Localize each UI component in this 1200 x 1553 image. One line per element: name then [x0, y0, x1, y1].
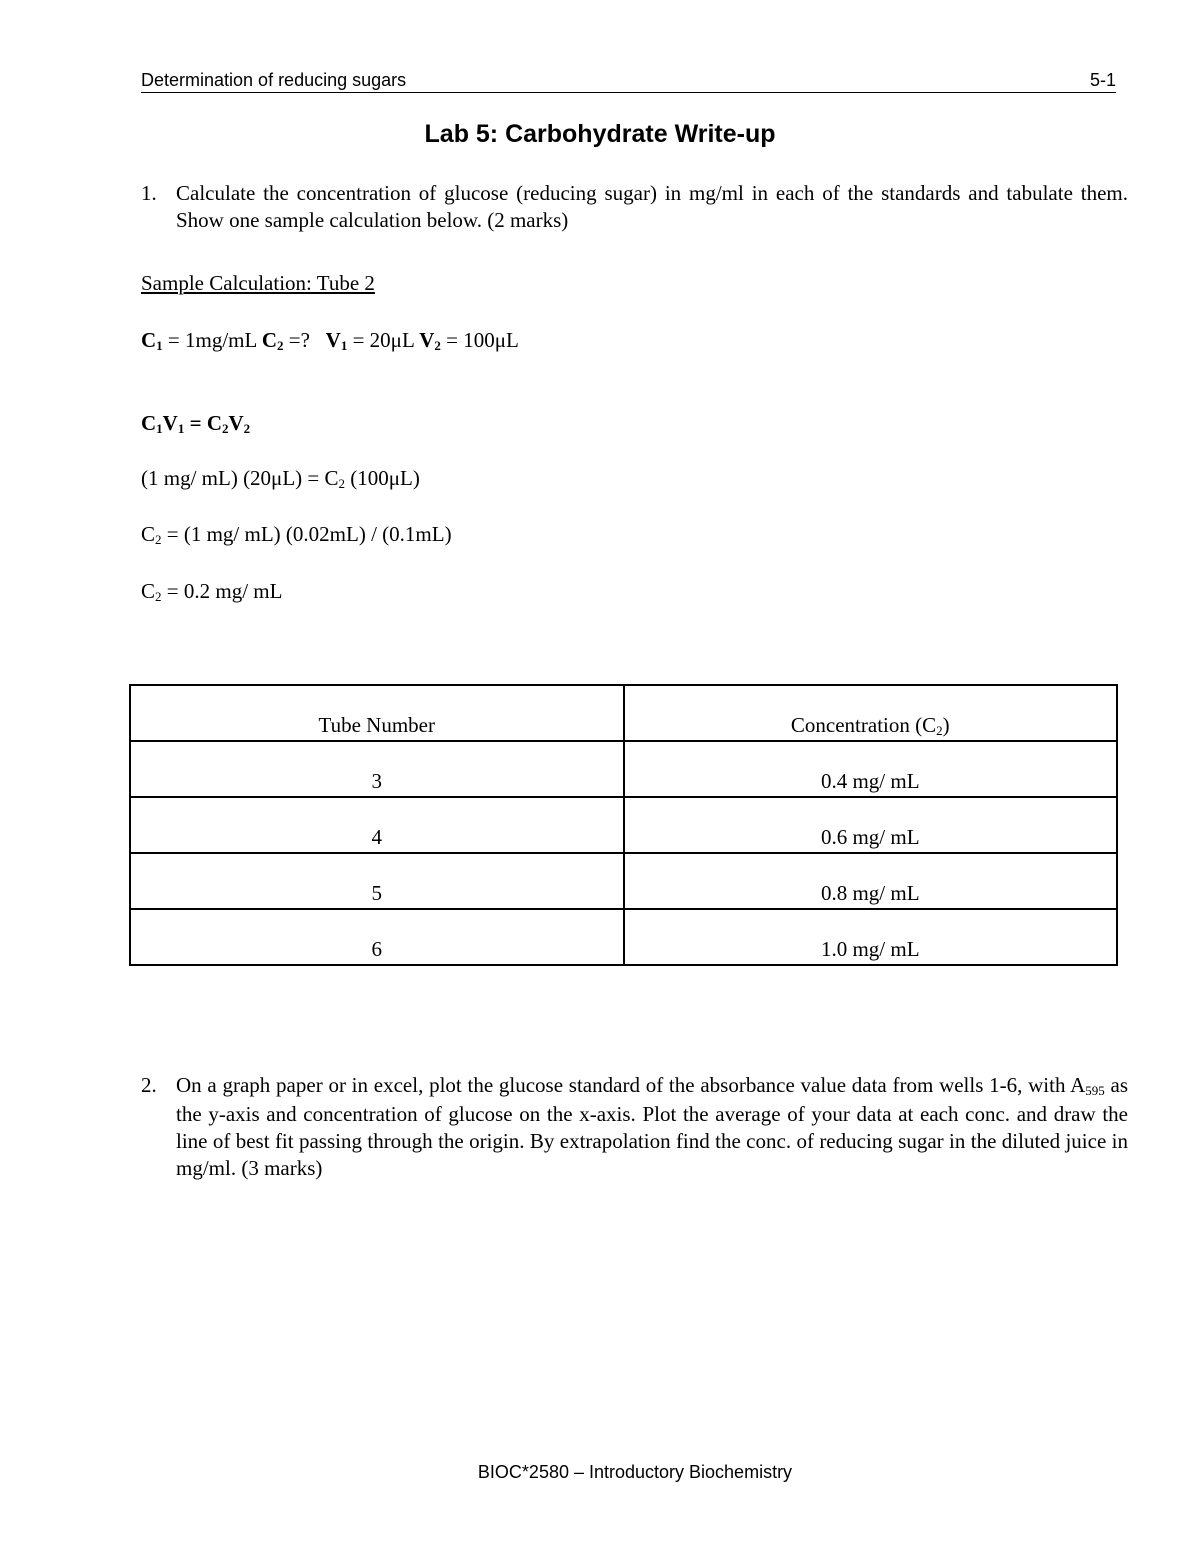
c1-value: = 1mg/mL	[162, 328, 262, 352]
question-1-text: Calculate the concentration of glucose (reducing sugar) in mg/ml in each of the standards and tabulate them. Show one sample calculation below. (2 marks)	[176, 181, 1128, 232]
sample-heading-text: Sample Calculation: Tube 2	[141, 271, 375, 295]
question-2-subscript: 595	[1085, 1083, 1105, 1098]
c2-symbol: C	[261, 328, 277, 352]
running-header	[141, 70, 1116, 93]
header-concentration-close: )	[942, 713, 950, 737]
table-row	[130, 853, 1117, 909]
formula-v2: V	[228, 411, 244, 435]
dilution-formula	[141, 410, 250, 439]
formula-v2-sub: 2	[243, 421, 251, 436]
v1-value: = 20μL	[347, 328, 420, 352]
header-concentration	[624, 685, 1118, 741]
table-header-row	[130, 685, 1117, 741]
formula-v1-sub: 1	[177, 421, 185, 436]
concentration-cell: 0.4 mg/ mL	[624, 741, 1118, 797]
page-footer: BIOC*2580 – Introductory Biochemistry	[477, 1462, 793, 1482]
tube-cell: 4	[130, 797, 624, 853]
v1-symbol: V	[325, 328, 341, 352]
formula-equals: =	[184, 411, 207, 435]
concentration-cell: 0.6 mg/ mL	[624, 797, 1118, 853]
concentration-table	[129, 684, 1118, 966]
calc-step-2	[141, 521, 452, 550]
v2-subscript: 2	[434, 338, 441, 353]
table-row	[130, 797, 1117, 853]
step-1-sub: 2	[338, 476, 345, 491]
c1-subscript: 1	[156, 338, 163, 353]
page-title: Lab 5: Carbohydrate Write-up	[424, 120, 776, 148]
header-left: Determination of reducing sugars	[141, 70, 407, 90]
header-concentration-sub: 2	[936, 723, 943, 738]
tube-cell: 5	[130, 853, 624, 909]
sample-heading	[141, 270, 375, 296]
formula-c1-sub: 1	[156, 421, 163, 436]
formula-v1: V	[162, 411, 178, 435]
concentration-cell: 0.8 mg/ mL	[624, 853, 1118, 909]
tube-cell: 3	[130, 741, 624, 797]
c2-subscript: 2	[277, 338, 284, 353]
header-concentration-label: Concentration (C	[790, 713, 937, 737]
question-2-text-a: On a graph paper or in excel, plot the glucose standard of the absorbance value data from wells 1-6, with A	[176, 1073, 1086, 1097]
v2-value: = 100μL	[440, 328, 519, 352]
step-2-sub: 2	[155, 532, 162, 547]
question-2-text-b: as the y-axis and concentration of glucose on the x-axis. Plot the average of your data at each conc. and draw the line of best fit passing through the origin. By extrapolation find the conc. of reducing sugar in the diluted juice in mg/ml. (3 marks)	[176, 1073, 1128, 1180]
question-2	[141, 1072, 1128, 1182]
step-1-a: (1 mg/ mL) (20μL) = C	[141, 466, 339, 490]
step-2-b: = (1 mg/ mL) (0.02mL) / (0.1mL)	[161, 522, 452, 546]
step-2-a: C	[141, 522, 156, 546]
header-tube-number: Tube Number	[130, 685, 624, 741]
c1-symbol: C	[141, 328, 157, 352]
table-row	[130, 909, 1117, 965]
v2-symbol: V	[419, 328, 435, 352]
tube-cell: 6	[130, 909, 624, 965]
concentration-cell: 1.0 mg/ mL	[624, 909, 1118, 965]
question-2-number: 2.	[141, 1073, 157, 1097]
step-1-b: (100μL)	[345, 466, 420, 490]
calc-step-1	[141, 465, 420, 494]
formula-c1: C	[141, 411, 157, 435]
formula-c2: C	[206, 411, 222, 435]
question-2-text	[176, 1072, 1128, 1182]
formula-c2-sub: 2	[221, 421, 229, 436]
step-3-sub: 2	[155, 589, 162, 604]
calc-step-3	[141, 578, 282, 607]
sample-givens	[141, 327, 519, 356]
step-3-b: = 0.2 mg/ mL	[161, 579, 283, 603]
question-1-number: 1.	[141, 181, 157, 205]
step-3-a: C	[141, 579, 156, 603]
question-1	[141, 180, 1128, 234]
page-number: 5-1	[1089, 70, 1116, 90]
v1-subscript: 1	[340, 338, 348, 353]
c2-value: =?	[283, 328, 326, 352]
table-row	[130, 741, 1117, 797]
